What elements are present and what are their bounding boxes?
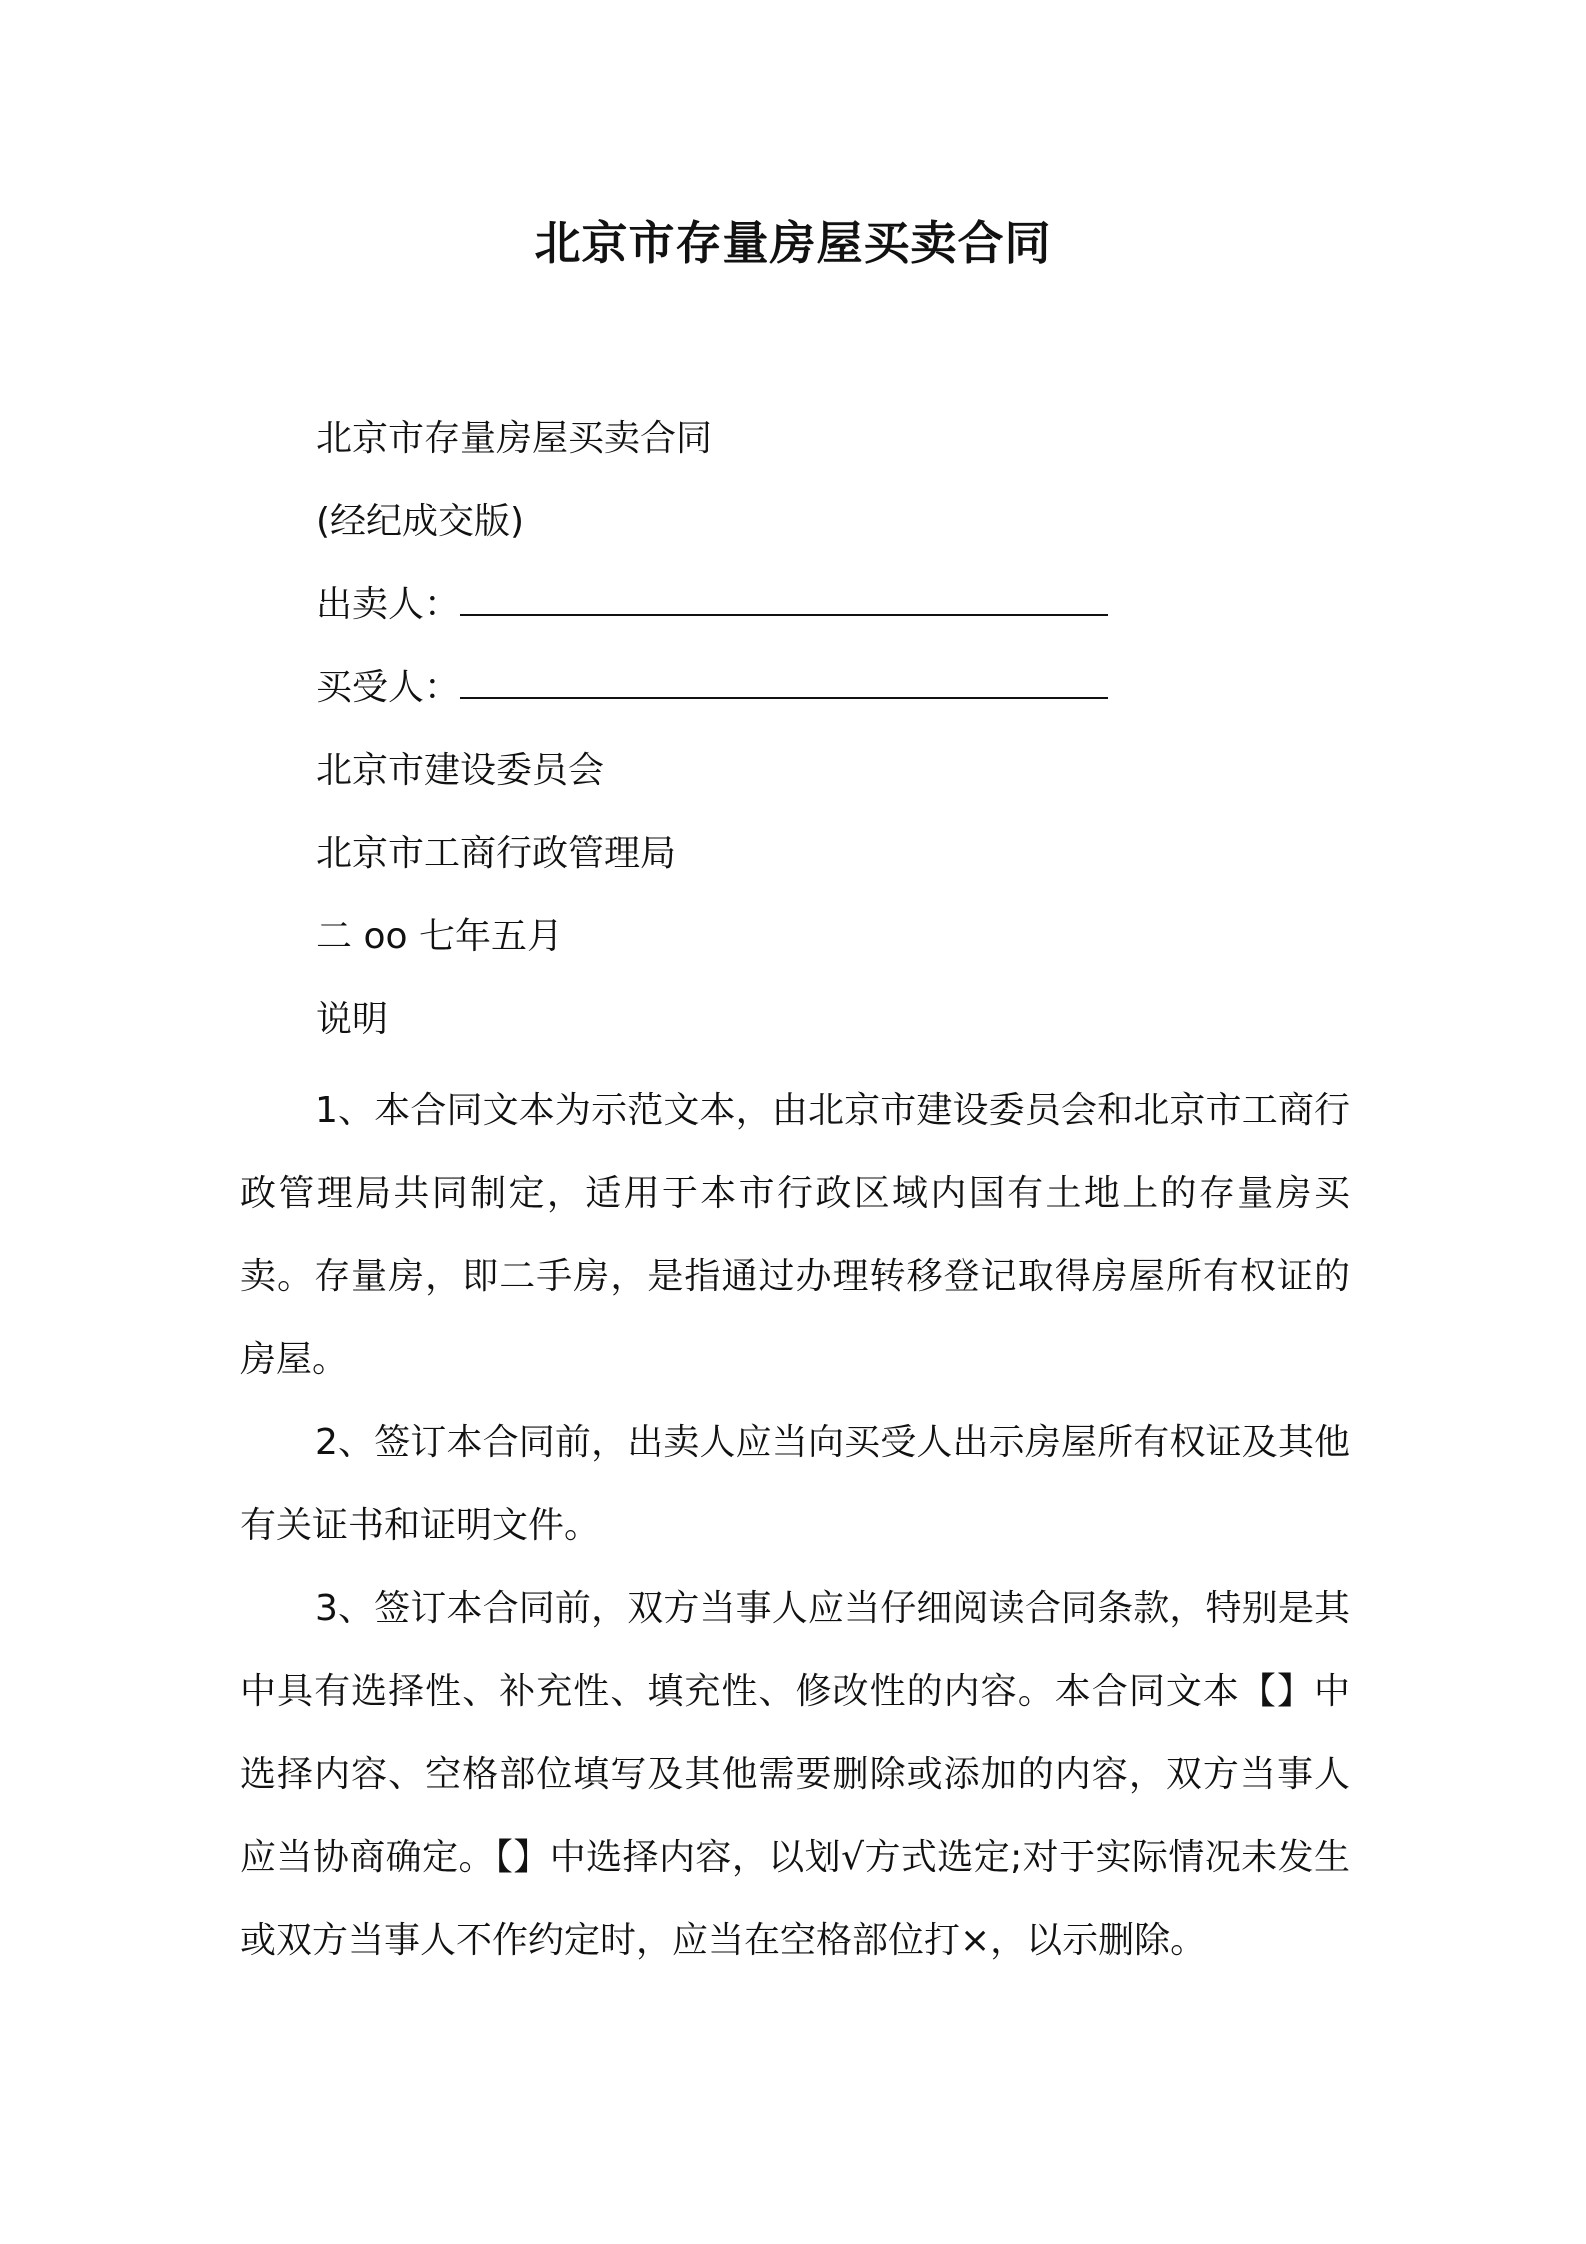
issuer-construction-committee: 北京市建设委员会 [316,750,605,791]
cover-subtitle: 北京市存量房屋买卖合同 [316,418,713,459]
note-paragraph-1: 1、本合同文本为示范文本，由北京市建设委员会和北京市工商行政管理局共同制定，适用于本市行政区域内国有土地上的存量房买卖。存量房，即二手房，是指通过办理转移登记取得房屋所有权证的房屋。 [240,1090,1350,1380]
note-paragraph-2: 2、签订本合同前，出卖人应当向买受人出示房屋所有权证及其他有关证书和证明文件。 [240,1422,1350,1546]
seller-blank-line [460,584,1108,616]
seller-label: 出卖人： [316,584,461,625]
seller-field [316,580,1108,630]
issuer-commerce-bureau: 北京市工商行政管理局 [316,833,677,874]
buyer-field [316,663,1108,713]
note-paragraph-3: 3、签订本合同前，双方当事人应当仔细阅读合同条款，特别是其中具有选择性、补充性、填充性、修改性的内容。本合同文本【】中选择内容、空格部位填写及其他需要删除或添加的内容，双方当事人应当协商确定。【】中选择内容，以划√方式选定;对于实际情况未发生或双方当事人不作约定时，应当在空格部位打×，以示删除。 [240,1588,1350,1961]
issue-date: 二 oo 七年五月 [316,916,563,957]
buyer-blank-line [460,667,1108,699]
edition-label: (经纪成交版) [316,501,525,542]
document-title: 北京市存量房屋买卖合同 [534,216,1052,270]
buyer-label: 买受人： [316,667,461,708]
notes-heading: 说明 [316,999,389,1040]
